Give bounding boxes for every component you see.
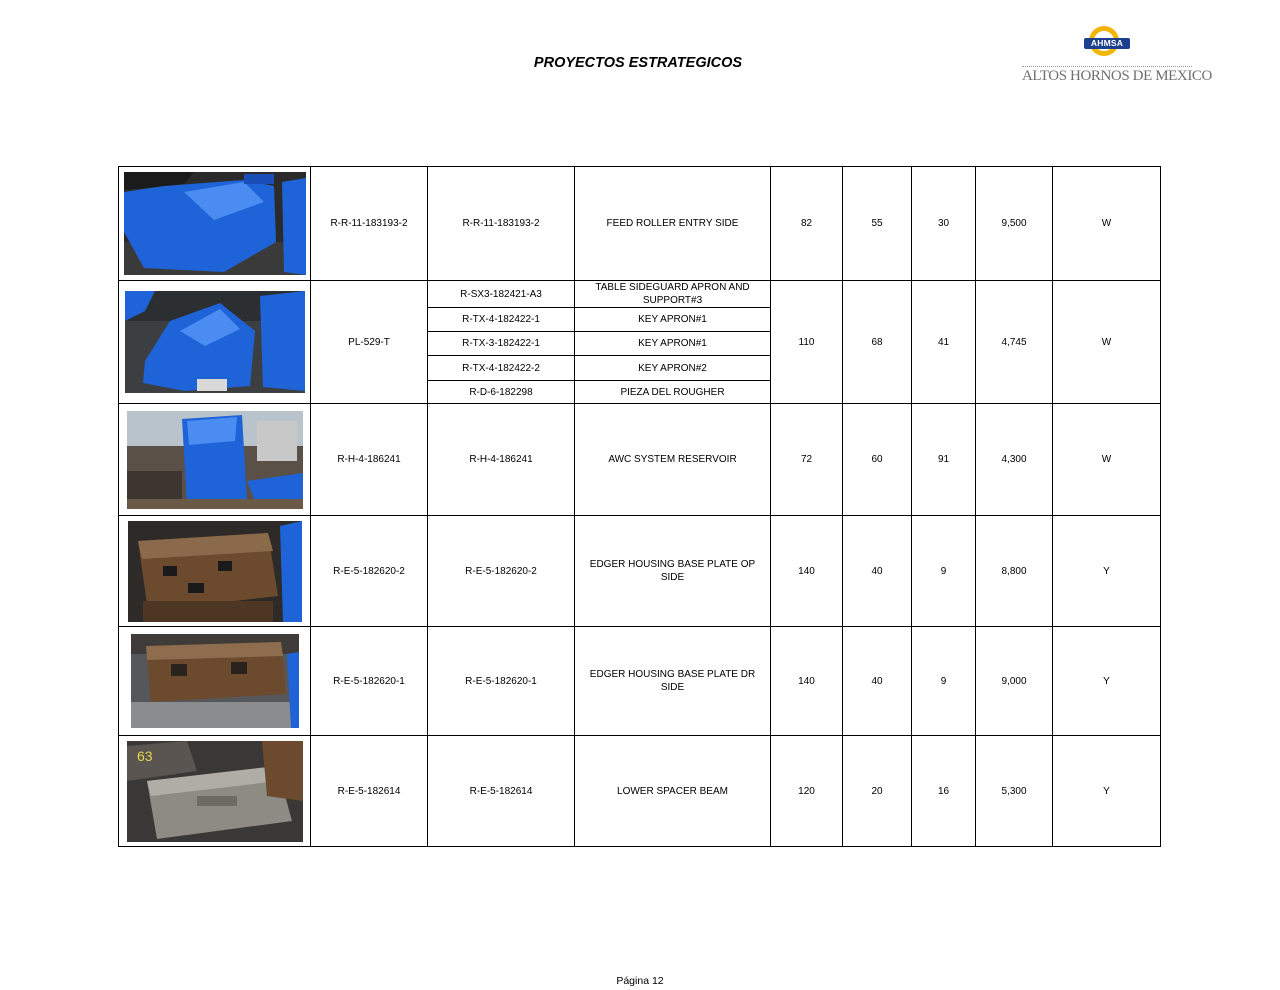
dim-2: 55 (843, 167, 912, 281)
item-photo (127, 741, 303, 842)
class-code: W (1053, 167, 1161, 281)
item-photo (125, 291, 305, 393)
table-row (119, 281, 1161, 308)
logo-badge: AHMSA (1084, 38, 1130, 49)
part-description: FEED ROLLER ENTRY SIDE (575, 167, 771, 281)
dim-2: 60 (843, 404, 912, 516)
part-number: R-TX-3-182422-1 (428, 332, 575, 356)
weight: 9,000 (976, 627, 1053, 736)
item-photo (124, 172, 306, 275)
part-description: KEY APRON#1 (575, 332, 771, 356)
dim-3: 9 (912, 627, 976, 736)
class-code: W (1053, 281, 1161, 404)
item-photo-cell (119, 167, 311, 281)
part-description: EDGER HOUSING BASE PLATE OP SIDE (575, 516, 771, 627)
part-description: TABLE SIDEGUARD APRON AND SUPPORT#3 (575, 281, 771, 308)
item-photo-cell (119, 736, 311, 847)
part-description: PIEZA DEL ROUGHER (575, 381, 771, 404)
item-photo (131, 634, 299, 728)
class-code: W (1053, 404, 1161, 516)
part-description: LOWER SPACER BEAM (575, 736, 771, 847)
dim-3: 41 (912, 281, 976, 404)
part-description: KEY APRON#2 (575, 356, 771, 381)
table-row (119, 404, 1161, 516)
weight: 4,745 (976, 281, 1053, 404)
weight: 4,300 (976, 404, 1053, 516)
item-photo-cell (119, 281, 311, 404)
item-code: R-R-11-183193-2 (311, 167, 428, 281)
part-description: AWC SYSTEM RESERVOIR (575, 404, 771, 516)
item-code: R-E-5-182620-1 (311, 627, 428, 736)
dim-3: 30 (912, 167, 976, 281)
item-code: R-H-4-186241 (311, 404, 428, 516)
item-photo (128, 521, 302, 622)
part-number: R-E-5-182620-2 (428, 516, 575, 627)
page-title: PROYECTOS ESTRATEGICOS (533, 55, 743, 71)
table-row (119, 167, 1161, 281)
part-number: R-D-6-182298 (428, 381, 575, 404)
part-number: R-E-5-182614 (428, 736, 575, 847)
class-code: Y (1053, 736, 1161, 847)
logo-company-name: ALTOS HORNOS DE MEXICO (1022, 68, 1212, 84)
dim-1: 82 (771, 167, 843, 281)
parts-table (118, 166, 1161, 847)
dim-3: 91 (912, 404, 976, 516)
table-row (119, 736, 1161, 847)
dim-1: 120 (771, 736, 843, 847)
part-description: EDGER HOUSING BASE PLATE DR SIDE (575, 627, 771, 736)
dim-3: 9 (912, 516, 976, 627)
part-description: KEY APRON#1 (575, 308, 771, 332)
dim-2: 68 (843, 281, 912, 404)
item-photo-cell (119, 404, 311, 516)
class-code: Y (1053, 627, 1161, 736)
part-number: R-R-11-183193-2 (428, 167, 575, 281)
dim-2: 20 (843, 736, 912, 847)
dim-1: 140 (771, 516, 843, 627)
item-photo-cell (119, 627, 311, 736)
dim-3: 16 (912, 736, 976, 847)
item-code: R-E-5-182614 (311, 736, 428, 847)
item-code: PL-529-T (311, 281, 428, 404)
part-number: R-TX-4-182422-2 (428, 356, 575, 381)
dim-2: 40 (843, 516, 912, 627)
dim-2: 40 (843, 627, 912, 736)
weight: 9,500 (976, 167, 1053, 281)
part-number: R-TX-4-182422-1 (428, 308, 575, 332)
item-photo (127, 411, 303, 509)
part-number: R-E-5-182620-1 (428, 627, 575, 736)
dim-1: 140 (771, 627, 843, 736)
logo-divider (1022, 66, 1192, 67)
class-code: Y (1053, 516, 1161, 627)
table-row (119, 627, 1161, 736)
dim-1: 110 (771, 281, 843, 404)
item-photo-cell (119, 516, 311, 627)
part-number: R-SX3-182421-A3 (428, 281, 575, 308)
table-row (119, 516, 1161, 627)
company-logo (1022, 26, 1212, 88)
weight: 8,800 (976, 516, 1053, 627)
page-number: Página 12 (616, 975, 664, 987)
dim-1: 72 (771, 404, 843, 516)
part-number: R-H-4-186241 (428, 404, 575, 516)
svg-text:63: 63 (136, 747, 153, 764)
item-code: R-E-5-182620-2 (311, 516, 428, 627)
weight: 5,300 (976, 736, 1053, 847)
